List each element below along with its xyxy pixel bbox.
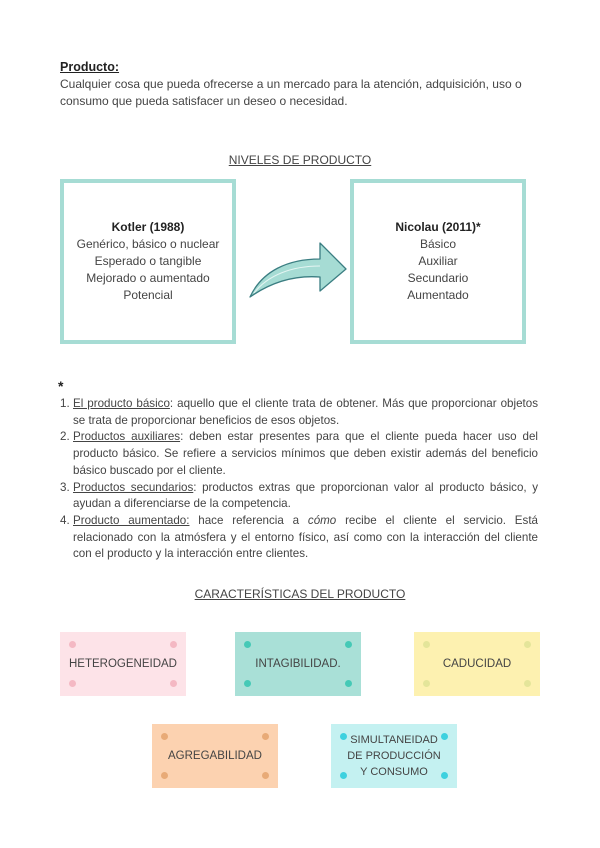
kotler-box <box>60 179 236 344</box>
card-label: INTAGIBILIDAD. <box>255 658 341 670</box>
card-heterogeneidad <box>60 632 186 696</box>
card-label: AGREGABILIDAD <box>168 750 262 762</box>
nicolau-title: Nicolau (2011)* <box>395 220 481 234</box>
niveles-heading: NIVELES DE PRODUCTO <box>228 153 372 167</box>
corner-dot <box>345 680 352 687</box>
nicolau-level: Secundario <box>407 271 469 285</box>
list-item: 1. El producto básico: aquello que el cliente trata de obtener. Más que proporcionar objetos se trata de proporcionar beneficios de esos objetos. <box>60 397 538 427</box>
corner-dot <box>262 733 269 740</box>
list-item: 4. Producto aumentado: hace referencia a cómo recibe el cliente el servicio. Está relacionado con la atmósfera y el entorno físico, así como con la interacción del cliente con el producto y la interacción entre clientes. <box>60 513 539 561</box>
card-caducidad <box>414 632 540 696</box>
corner-dot <box>244 641 251 648</box>
corner-dot <box>423 641 430 648</box>
kotler-level: Genérico, básico o nuclear <box>76 237 220 251</box>
corner-dot <box>69 641 76 648</box>
caracteristicas-heading: CARACTERÍSTICAS DEL PRODUCTO <box>194 587 406 601</box>
kotler-level: Potencial <box>123 288 173 302</box>
note-marker: * <box>58 378 64 394</box>
corner-dot <box>161 733 168 740</box>
corner-dot <box>170 641 177 648</box>
corner-dot <box>345 641 352 648</box>
term: Productos secundarios <box>73 480 194 494</box>
corner-dot <box>69 680 76 687</box>
card-label: HETEROGENEIDAD <box>69 658 177 670</box>
kotler-level: Esperado o tangible <box>94 254 202 268</box>
list-item: 2. Productos auxiliares: deben estar presentes para que el cliente pueda hacer uso del producto básico. Se refiere a servicios mínimos que deben existir además del beneficio básico buscado por el cliente. <box>60 430 538 477</box>
corner-dot <box>423 680 430 687</box>
corner-dot <box>441 772 448 779</box>
nicolau-level: Aumentado <box>407 288 469 302</box>
producto-definition: Cualquier cosa que pueda ofrecerse a un mercado para la atención, adquisición, uso o consumo que pueda satisfacer un deseo o necesidad. <box>60 77 522 108</box>
corner-dot <box>170 680 177 687</box>
term: El producto básico <box>73 397 170 410</box>
corner-dot <box>340 733 347 740</box>
term: Producto aumentado: <box>73 513 190 527</box>
producto-title: Producto: <box>60 60 120 74</box>
card-label: SIMULTANEIDAD DE PRODUCCIÓN Y CONSUMO <box>347 734 441 778</box>
card-agregabilidad <box>152 724 278 788</box>
nicolau-box <box>350 179 526 344</box>
kotler-title: Kotler (1988) <box>111 220 185 234</box>
corner-dot <box>244 680 251 687</box>
corner-dot <box>161 772 168 779</box>
corner-dot <box>340 772 347 779</box>
curved-arrow-right-icon <box>246 233 350 303</box>
nicolau-level: Auxiliar <box>418 254 458 268</box>
list-item: 3. Productos secundarios: productos extras que proporcionan valor al producto básico, y ayudan a diferenciarse de la competencia. <box>60 480 538 511</box>
note-list <box>60 396 538 563</box>
term: Productos auxiliares <box>73 430 181 444</box>
corner-dot <box>524 680 531 687</box>
kotler-level: Mejorado o aumentado <box>86 271 210 285</box>
nicolau-level: Básico <box>419 237 457 251</box>
card-simultaneidad <box>331 724 457 788</box>
corner-dot <box>524 641 531 648</box>
corner-dot <box>441 733 448 740</box>
card-intagibilidad <box>235 632 361 696</box>
corner-dot <box>262 772 269 779</box>
card-label: CADUCIDAD <box>442 658 512 670</box>
